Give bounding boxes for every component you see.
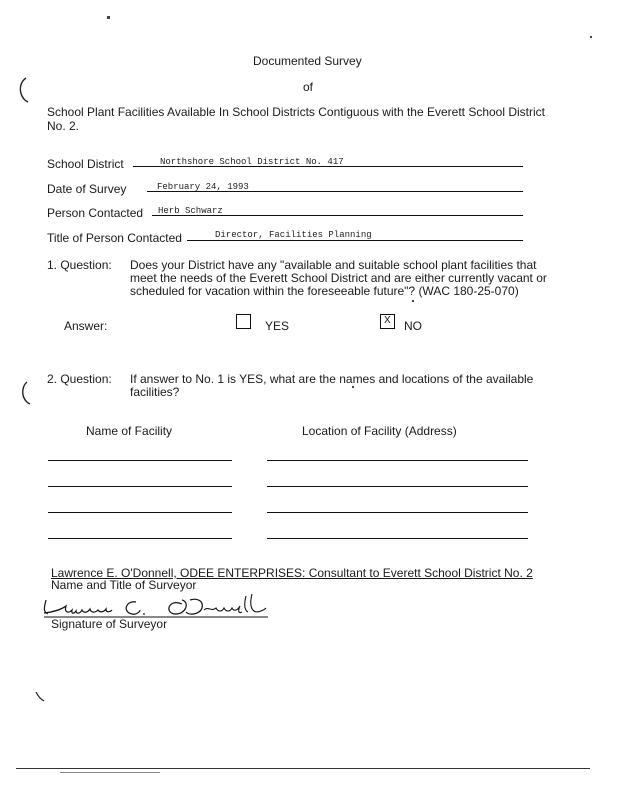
scan-bottom-edge [16,768,590,769]
title-contacted-label: Title of Person Contacted [47,231,182,245]
scan-mark-top-left [16,76,30,104]
no-checkbox-mark: X [384,315,391,326]
school-district-value[interactable]: Northshore School District No. 417 [160,157,344,167]
question-2-label: 2. Question: [47,372,112,386]
scan-mark-mid-left [18,380,32,406]
signature-label: Signature of Surveyor [51,617,168,631]
facility-name-header: Name of Facility [86,424,173,438]
no-label: NO [404,319,422,333]
surveyor-name-label: Name and Title of Surveyor [51,578,197,592]
scan-speck [412,300,414,302]
facility-location-line-2[interactable] [267,486,528,487]
surveyor-name-title: Lawrence E. O'Donnell, ODEE ENTERPRISES: Consultant to Everett School District No. 2 [51,566,533,580]
subject-line-2: No. 2. [47,119,80,133]
document-title: Documented Survey [253,54,362,68]
yes-checkbox[interactable] [236,314,251,329]
scan-speck [107,16,110,19]
subject-line-1: School Plant Facilities Available In School Districts Contiguous with the Everett School District [47,105,546,119]
title-contacted-underline [187,240,523,241]
school-district-label: School District [47,157,124,171]
facility-location-line-3[interactable] [267,512,528,513]
answer-label: Answer: [64,319,108,333]
scan-bottom-edge-2 [60,772,160,773]
no-checkbox[interactable] [380,314,395,329]
date-of-survey-label: Date of Survey [47,182,127,196]
date-of-survey-value[interactable]: February 24, 1993 [157,182,249,192]
title-of: of [303,80,314,94]
scan-mark-bottom-left [34,690,48,704]
title-contacted-value[interactable]: Director, Facilities Planning [215,230,372,240]
question-1-label: 1. Question: [47,258,112,272]
person-contacted-value[interactable]: Herb Schwarz [158,206,223,216]
question-2-line-1: If answer to No. 1 is YES, what are the names and locations of the available [130,372,534,386]
facility-name-line-4[interactable] [48,538,232,539]
person-contacted-label: Person Contacted [47,206,144,220]
scan-speck [590,36,592,38]
facility-name-line-2[interactable] [48,486,232,487]
question-1-line-3: scheduled for vacation within the foreseeable future"? (WAC 180-25-070) [130,284,519,298]
question-1-line-1: Does your District have any "available and suitable school plant facilities that [130,258,537,272]
question-1-line-2: meet the needs of the Everett School District and are either currently vacant or [130,271,547,285]
facility-location-header: Location of Facility (Address) [302,424,457,438]
facility-location-line-1[interactable] [267,460,528,461]
yes-label: YES [265,319,290,333]
facility-name-line-3[interactable] [48,512,232,513]
surveyor-signature [40,590,272,620]
question-2-line-2: facilities? [130,385,180,399]
scan-speck [352,386,354,388]
facility-name-line-1[interactable] [48,460,232,461]
facility-location-line-4[interactable] [267,538,528,539]
